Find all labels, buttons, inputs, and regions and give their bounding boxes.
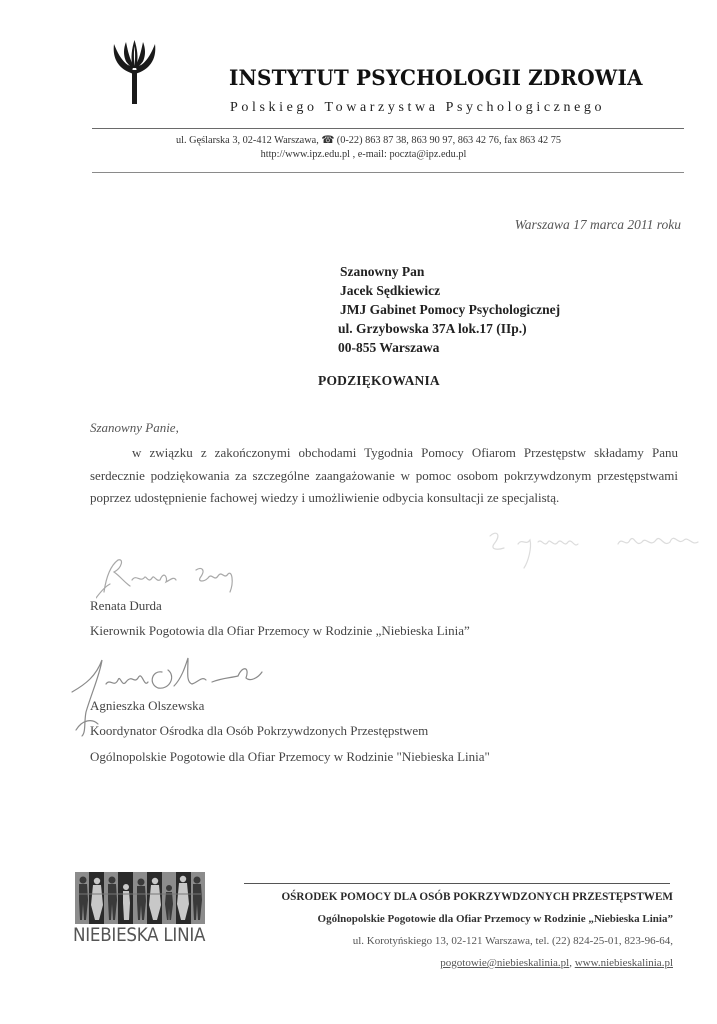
signatory-role: Kierownik Pogotowia dla Ofiar Przemocy w Rodzinie „Niebieska Linia” [90,623,470,638]
letter-date: Warszawa 17 marca 2011 roku [514,217,681,232]
institute-phones: (0-22) 863 87 38, 863 90 97, 863 42 76, fax 863 42 75 [336,135,562,146]
letter-body [90,442,678,510]
recipient-line: JMJ Gabinet Pomocy Psychologicznej [340,302,561,317]
institute-contact-line [0,134,717,146]
recipient-line: 00-855 Warszawa [338,340,440,355]
footer-center-name: OŚRODEK POMOCY DLA OSÓB POKRZYWDZONYCH PRZESTĘPSTWEM [281,891,673,903]
signature-renata-durda [96,552,256,600]
footer-links [440,957,673,969]
faint-handwriting-note [478,522,708,574]
telephone-icon: ☎ [321,135,335,146]
footer-divider [244,883,670,884]
institute-web-line [0,149,717,160]
letter-body-text: w związku z zakończonymi obchodami Tygodnia Pomocy Ofiarom Przestępstw składamy Panu serdecznie podziękowania za szczególne zaangażowanie w pomoc osobom pokrzywdzonym przestępstwami poprzez udostępnienie fachowej wiedzy i umożliwienie odbycia konsultacji ze specjalistą. [90,445,678,506]
institute-website-link[interactable]: http://www.ipz.edu.pl [260,149,350,160]
footer-website-link[interactable]: www.niebieskalinia.pl [574,957,673,969]
signatory-name: Renata Durda [90,598,162,613]
email-label: , e-mail: [352,149,387,160]
institute-title: INSTYTUT PSYCHOLOGII ZDROWIA [229,66,643,91]
signatory-name: Agnieszka Olszewska [90,698,205,713]
letter-subject: PODZIĘKOWANIA [318,373,440,388]
recipient-address [340,262,560,357]
header-divider-top [92,128,684,129]
footer-address: ul. Korotyńskiego 13, 02-121 Warszawa, tel. (22) 824-25-01, 823-96-64, [352,935,673,947]
recipient-line: ul. Grzybowska 37A lok.17 (IIp.) [338,321,527,336]
salutation: Szanowny Panie, [90,420,179,435]
logo-wordmark: NIEBIESKA LINIA [73,924,206,946]
recipient-line: Jacek Sędkiewicz [340,283,441,298]
footer-separator: , [569,957,575,969]
signatory-role: Koordynator Ośrodka dla Osób Pokrzywdzonych Przestępstwem [90,723,429,738]
footer-email-link[interactable]: pogotowie@niebieskalinia.pl [440,957,570,969]
institute-email-link[interactable]: poczta@ipz.edu.pl [389,149,467,160]
recipient-line: Szanowny Pan [340,264,425,279]
niebieska-linia-logo [73,872,243,954]
header-divider-bottom [92,172,684,173]
footer-organization: Ogólnopolskie Pogotowie dla Ofiar Przemocy w Rodzinie „Niebieska Linia” [317,913,673,925]
people-holding-hands-icon [75,872,205,924]
signatory-organization: Ogólnopolskie Pogotowie dla Ofiar Przemocy w Rodzinie "Niebieska Linia" [90,749,490,764]
institute-address: ul. Gęślarska 3, 02-412 Warszawa, [175,135,319,146]
tree-logo-icon [108,40,162,104]
institute-subtitle: Polskiego Towarzystwa Psychologicznego [230,100,606,115]
